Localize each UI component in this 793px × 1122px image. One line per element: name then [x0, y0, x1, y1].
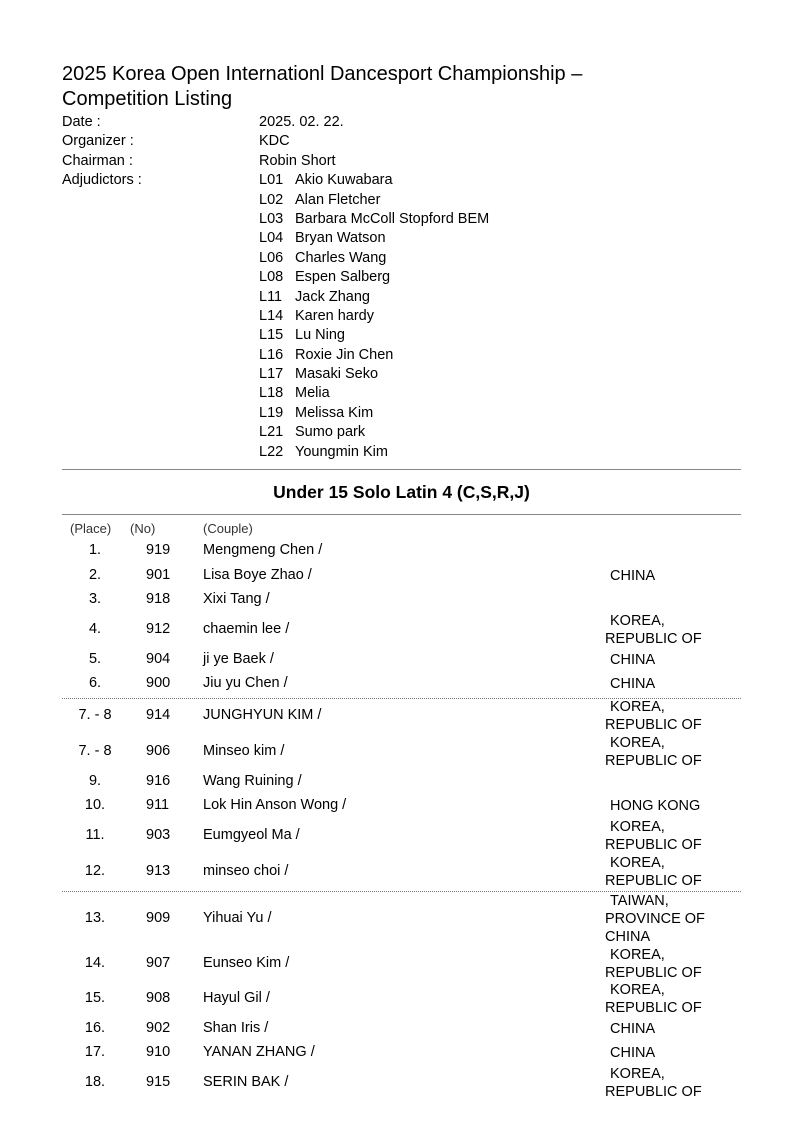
group-divider-1 — [62, 698, 741, 699]
couple-column-header: (Couple) — [203, 521, 253, 536]
adjudicator-item — [259, 384, 489, 403]
couple-cell: chaemin lee / — [203, 621, 290, 637]
event-title: Under 15 Solo Latin 4 (C,S,R,J) — [273, 482, 530, 502]
country-line: REPUBLIC OF — [605, 717, 702, 733]
no-column-header: (No) — [130, 521, 156, 536]
adjudicator-item — [259, 346, 489, 365]
couple-cell: Yihuai Yu / — [203, 910, 272, 926]
couple-cell: Eunseo Kim / — [203, 955, 290, 971]
adjudicator-item — [259, 229, 489, 248]
table-row — [0, 947, 793, 981]
country-line: KOREA, — [610, 735, 665, 751]
number-cell: 910 — [146, 1044, 171, 1060]
adjudicator-code: L08 — [259, 269, 284, 286]
number-cell: 918 — [146, 591, 171, 607]
couple-cell: ji ye Baek / — [203, 651, 274, 667]
place-cell: 17. — [84, 1044, 106, 1060]
country-cell — [605, 1044, 745, 1062]
adjudicator-name: Roxie Jin Chen — [295, 346, 394, 363]
adjudicator-item — [259, 268, 489, 287]
adjudicator-name: Jack Zhang — [295, 288, 370, 305]
number-cell: 903 — [146, 827, 171, 843]
couple-cell: JUNGHYUN KIM / — [203, 707, 322, 723]
couple-cell: Mengmeng Chen / — [203, 542, 323, 558]
table-row — [0, 590, 793, 610]
country-cell — [605, 612, 745, 648]
adjudicator-code: L01 — [259, 172, 284, 189]
number-cell: 916 — [146, 773, 171, 789]
couple-cell: SERIN BAK / — [203, 1074, 289, 1090]
table-row — [0, 1019, 793, 1039]
country-line: KOREA, — [610, 699, 665, 715]
adjudicator-code: L22 — [259, 443, 284, 460]
place-cell: 15. — [84, 990, 106, 1006]
place-cell: 16. — [84, 1020, 106, 1036]
couple-cell: Jiu yu Chen / — [203, 675, 288, 691]
table-row — [0, 772, 793, 792]
adjudicator-list — [259, 171, 489, 462]
place-cell: 7. - 8 — [78, 743, 112, 759]
adjudicator-code: L18 — [259, 385, 284, 402]
adjudicator-name: Lu Ning — [295, 327, 345, 344]
country-line: CHINA — [610, 676, 656, 692]
country-cell — [605, 981, 745, 1017]
adjudicator-code: L15 — [259, 327, 284, 344]
chairman-value: Robin Short — [259, 152, 336, 169]
adjudicator-code: L19 — [259, 404, 284, 421]
couple-cell: Lisa Boye Zhao / — [203, 567, 312, 583]
place-cell: 12. — [84, 863, 106, 879]
number-cell: 908 — [146, 990, 171, 1006]
adjudicator-name: Charles Wang — [295, 249, 387, 266]
adjudicator-item — [259, 326, 489, 345]
adjudicator-name: Akio Kuwabara — [295, 172, 393, 189]
number-cell: 914 — [146, 707, 171, 723]
couple-cell: Shan Iris / — [203, 1020, 269, 1036]
country-cell — [605, 1020, 745, 1038]
country-line: REPUBLIC OF — [605, 1000, 702, 1016]
country-line: KOREA, — [610, 982, 665, 998]
couple-cell: YANAN ZHANG / — [203, 1044, 315, 1060]
country-cell — [605, 567, 745, 585]
place-cell: 11. — [85, 827, 105, 843]
table-row — [0, 674, 793, 694]
couple-cell: Hayul Gil / — [203, 990, 270, 1006]
table-row — [0, 566, 793, 586]
place-column-header: (Place) — [70, 521, 112, 536]
number-cell: 912 — [146, 621, 171, 637]
chairman-label: Chairman : — [62, 152, 133, 169]
top-divider — [62, 469, 741, 470]
adjudicator-item — [259, 249, 489, 268]
country-line: REPUBLIC OF — [605, 837, 702, 853]
table-row — [0, 1043, 793, 1063]
place-cell: 3. — [88, 591, 102, 607]
date-value: 2025. 02. 22. — [259, 114, 344, 130]
table-row — [0, 650, 793, 670]
adjudicator-code: L11 — [259, 288, 283, 305]
table-row — [0, 735, 793, 769]
adjudicator-item — [259, 171, 489, 190]
place-cell: 13. — [84, 910, 106, 926]
adjudicator-name: Alan Fletcher — [295, 191, 381, 208]
adjudicator-item — [259, 365, 489, 384]
country-cell — [605, 854, 745, 890]
country-line: TAIWAN, — [610, 893, 669, 909]
number-cell: 906 — [146, 743, 171, 759]
adjudicator-item — [259, 307, 489, 326]
country-cell — [605, 818, 745, 854]
adjudicator-name: Melissa Kim — [295, 404, 374, 421]
couple-cell: Eumgyeol Ma / — [203, 827, 300, 843]
table-row — [0, 893, 793, 945]
country-cell — [605, 651, 745, 669]
place-cell: 18. — [84, 1074, 106, 1090]
table-row — [0, 855, 793, 889]
place-cell: 5. — [88, 651, 102, 667]
country-cell — [605, 892, 745, 946]
organizer-value: KDC — [259, 133, 290, 150]
page-title: 2025 Korea Open Internationl Dancesport Championship – Competition Listing — [62, 63, 583, 110]
table-row — [0, 613, 793, 647]
adjudicator-item — [259, 423, 489, 442]
couple-cell: Xixi Tang / — [203, 591, 270, 607]
table-row — [0, 796, 793, 816]
number-cell: 900 — [146, 675, 171, 691]
adjudicator-item — [259, 210, 489, 229]
adjudicator-name: Barbara McColl Stopford BEM — [295, 210, 490, 227]
adjudicator-name: Bryan Watson — [295, 230, 386, 247]
adjudicator-name: Melia — [295, 385, 330, 402]
number-cell: 907 — [146, 955, 171, 971]
country-line: CHINA — [610, 1021, 656, 1037]
place-cell: 10. — [84, 797, 106, 813]
adjudicator-code: L14 — [259, 307, 284, 324]
table-row — [0, 982, 793, 1016]
number-cell: 909 — [146, 910, 171, 926]
adjudicator-code: L21 — [259, 424, 284, 441]
country-line: CHINA — [610, 1045, 656, 1061]
country-line: REPUBLIC OF — [605, 631, 702, 647]
table-row — [0, 699, 793, 733]
country-cell — [605, 698, 745, 734]
country-line: REPUBLIC OF — [605, 753, 702, 769]
adjudicator-code: L06 — [259, 249, 284, 266]
couple-cell: Wang Ruining / — [203, 773, 302, 789]
table-row — [0, 541, 793, 561]
country-line: CHINA — [610, 568, 656, 584]
place-cell: 9. — [88, 773, 102, 789]
adjudicator-name: Karen hardy — [295, 307, 374, 324]
country-line: REPUBLIC OF — [605, 873, 702, 889]
organizer-label: Organizer : — [62, 133, 134, 150]
adjudicator-item — [259, 288, 489, 307]
adjudicator-code: L02 — [259, 191, 284, 208]
place-cell: 7. - 8 — [78, 707, 112, 723]
number-cell: 915 — [146, 1074, 171, 1090]
adjudicator-code: L16 — [259, 346, 284, 363]
country-line: KOREA, — [610, 855, 665, 871]
adjudicator-name: Sumo park — [295, 424, 366, 441]
country-line: PROVINCE OF — [605, 911, 705, 927]
group-divider-2 — [62, 891, 741, 892]
adjudicators-label: Adjudictors : — [62, 172, 142, 189]
number-cell: 919 — [146, 542, 171, 558]
place-cell: 4. — [88, 621, 102, 637]
couple-cell: minseo choi / — [203, 863, 289, 879]
place-cell: 14. — [84, 955, 106, 971]
number-cell: 913 — [146, 863, 171, 879]
number-cell: 901 — [146, 567, 171, 583]
table-row — [0, 819, 793, 853]
adjudicator-item — [259, 404, 489, 423]
country-cell — [605, 1065, 745, 1101]
adjudicator-name: Masaki Seko — [295, 366, 379, 383]
country-line: HONG KONG — [610, 798, 701, 814]
country-line: KOREA, — [610, 819, 665, 835]
country-cell — [605, 734, 745, 770]
country-line: REPUBLIC OF — [605, 1084, 702, 1100]
country-line: CHINA — [610, 652, 656, 668]
event-divider — [62, 514, 741, 515]
adjudicator-code: L04 — [259, 230, 284, 247]
country-line: KOREA, — [610, 947, 665, 963]
place-cell: 2. — [88, 567, 102, 583]
couple-cell: Minseo kim / — [203, 743, 285, 759]
adjudicator-code: L17 — [259, 366, 284, 383]
number-cell: 911 — [146, 797, 170, 813]
number-cell: 902 — [146, 1020, 171, 1036]
country-line: KOREA, — [610, 1066, 665, 1082]
adjudicator-item — [259, 443, 489, 462]
place-cell: 1. — [88, 542, 102, 558]
table-row — [0, 1066, 793, 1100]
adjudicator-name: Espen Salberg — [295, 269, 391, 286]
adjudicator-name: Youngmin Kim — [295, 443, 388, 460]
country-line: CHINA — [605, 929, 651, 945]
adjudicator-code: L03 — [259, 210, 284, 227]
couple-cell: Lok Hin Anson Wong / — [203, 797, 347, 813]
adjudicator-item — [259, 191, 489, 210]
country-line: KOREA, — [610, 613, 665, 629]
number-cell: 904 — [146, 651, 171, 667]
country-cell — [605, 675, 745, 693]
country-cell — [605, 797, 745, 815]
place-cell: 6. — [88, 675, 102, 691]
country-cell — [605, 946, 745, 982]
date-label: Date : — [62, 114, 101, 130]
country-line: REPUBLIC OF — [605, 965, 702, 981]
